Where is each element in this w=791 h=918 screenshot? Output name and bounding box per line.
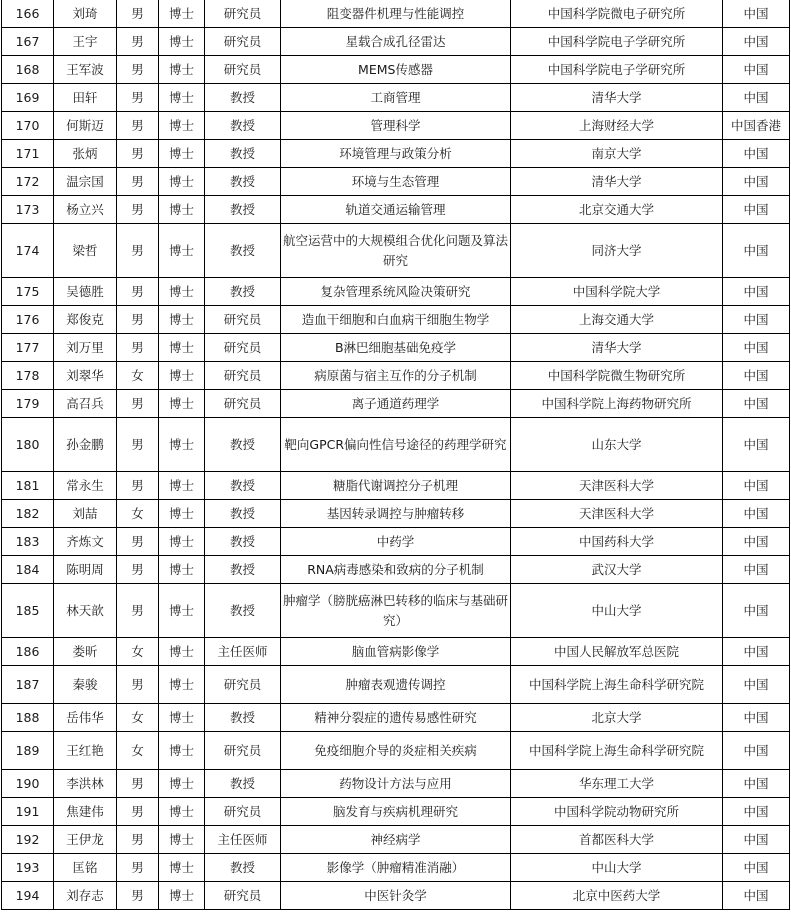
- row-number-cell: 168: [2, 56, 54, 84]
- roster-table: [1, 0, 790, 910]
- gender-cell: 男: [117, 306, 159, 334]
- person-name-cell: 王军波: [54, 56, 117, 84]
- person-name-cell: 王红艳: [54, 732, 117, 770]
- region-cell: 中国: [723, 334, 790, 362]
- region-cell: 中国: [723, 196, 790, 224]
- row-number-cell: 175: [2, 278, 54, 306]
- degree-cell: 博士: [159, 84, 205, 112]
- person-name-cell: 田轩: [54, 84, 117, 112]
- table-row: [2, 556, 790, 584]
- job-title-cell: 教授: [205, 140, 281, 168]
- person-name-cell: 娄昕: [54, 638, 117, 666]
- research-field-cell: 免疫细胞介导的炎症相关疾病: [281, 732, 511, 770]
- table-row: [2, 854, 790, 882]
- degree-cell: 博士: [159, 306, 205, 334]
- degree-cell: 博士: [159, 0, 205, 28]
- person-name-cell: 孙金鹏: [54, 418, 117, 472]
- person-name-cell: 刘琦: [54, 0, 117, 28]
- degree-cell: 博士: [159, 140, 205, 168]
- table-row: [2, 196, 790, 224]
- person-name-cell: 吴德胜: [54, 278, 117, 306]
- region-cell: 中国: [723, 140, 790, 168]
- region-cell: 中国: [723, 362, 790, 390]
- gender-cell: 男: [117, 882, 159, 910]
- research-field-cell: RNA病毒感染和致病的分子机制: [281, 556, 511, 584]
- institution-cell: 中国科学院大学: [511, 278, 723, 306]
- degree-cell: 博士: [159, 770, 205, 798]
- person-name-cell: 何斯迈: [54, 112, 117, 140]
- degree-cell: 博士: [159, 732, 205, 770]
- region-cell: 中国: [723, 28, 790, 56]
- region-cell: 中国: [723, 704, 790, 732]
- row-number-cell: 191: [2, 798, 54, 826]
- gender-cell: 男: [117, 168, 159, 196]
- research-field-cell: 环境管理与政策分析: [281, 140, 511, 168]
- region-cell: 中国: [723, 0, 790, 28]
- institution-cell: 天津医科大学: [511, 472, 723, 500]
- research-field-cell: 肿瘤学（膀胱癌淋巴转移的临床与基础研究）: [281, 584, 511, 638]
- job-title-cell: 教授: [205, 472, 281, 500]
- research-field-cell: 肿瘤表观遗传调控: [281, 666, 511, 704]
- person-name-cell: 岳伟华: [54, 704, 117, 732]
- degree-cell: 博士: [159, 334, 205, 362]
- research-field-cell: 环境与生态管理: [281, 168, 511, 196]
- region-cell: 中国: [723, 770, 790, 798]
- job-title-cell: 教授: [205, 224, 281, 278]
- table-row: [2, 278, 790, 306]
- job-title-cell: 研究员: [205, 390, 281, 418]
- institution-cell: 上海财经大学: [511, 112, 723, 140]
- job-title-cell: 教授: [205, 854, 281, 882]
- institution-cell: 武汉大学: [511, 556, 723, 584]
- gender-cell: 男: [117, 528, 159, 556]
- research-field-cell: 影像学（肿瘤精准消融）: [281, 854, 511, 882]
- job-title-cell: 研究员: [205, 798, 281, 826]
- gender-cell: 男: [117, 854, 159, 882]
- row-number-cell: 169: [2, 84, 54, 112]
- job-title-cell: 教授: [205, 84, 281, 112]
- table-row: [2, 56, 790, 84]
- research-field-cell: MEMS传感器: [281, 56, 511, 84]
- gender-cell: 男: [117, 826, 159, 854]
- institution-cell: 清华大学: [511, 334, 723, 362]
- person-name-cell: 焦建伟: [54, 798, 117, 826]
- institution-cell: 中国科学院上海药物研究所: [511, 390, 723, 418]
- region-cell: 中国: [723, 584, 790, 638]
- row-number-cell: 186: [2, 638, 54, 666]
- gender-cell: 女: [117, 638, 159, 666]
- table-row: [2, 732, 790, 770]
- row-number-cell: 194: [2, 882, 54, 910]
- table-row: [2, 472, 790, 500]
- research-field-cell: 脑发育与疾病机理研究: [281, 798, 511, 826]
- institution-cell: 上海交通大学: [511, 306, 723, 334]
- job-title-cell: 主任医师: [205, 826, 281, 854]
- row-number-cell: 193: [2, 854, 54, 882]
- institution-cell: 中国科学院微电子研究所: [511, 0, 723, 28]
- institution-cell: 中国科学院电子学研究所: [511, 28, 723, 56]
- row-number-cell: 178: [2, 362, 54, 390]
- table-row: [2, 584, 790, 638]
- region-cell: 中国: [723, 84, 790, 112]
- table-row: [2, 666, 790, 704]
- roster-body: [2, 0, 790, 910]
- job-title-cell: 研究员: [205, 732, 281, 770]
- institution-cell: 北京大学: [511, 704, 723, 732]
- table-row: [2, 28, 790, 56]
- institution-cell: 清华大学: [511, 168, 723, 196]
- table-row: [2, 500, 790, 528]
- row-number-cell: 192: [2, 826, 54, 854]
- row-number-cell: 167: [2, 28, 54, 56]
- institution-cell: 北京交通大学: [511, 196, 723, 224]
- gender-cell: 男: [117, 224, 159, 278]
- degree-cell: 博士: [159, 584, 205, 638]
- gender-cell: 男: [117, 556, 159, 584]
- degree-cell: 博士: [159, 528, 205, 556]
- person-name-cell: 匡铭: [54, 854, 117, 882]
- person-name-cell: 刘万里: [54, 334, 117, 362]
- degree-cell: 博士: [159, 168, 205, 196]
- roster-sheet: [1, 0, 789, 910]
- degree-cell: 博士: [159, 390, 205, 418]
- job-title-cell: 教授: [205, 196, 281, 224]
- person-name-cell: 常永生: [54, 472, 117, 500]
- job-title-cell: 研究员: [205, 28, 281, 56]
- institution-cell: 中山大学: [511, 854, 723, 882]
- person-name-cell: 张炳: [54, 140, 117, 168]
- research-field-cell: 脑血管病影像学: [281, 638, 511, 666]
- gender-cell: 男: [117, 770, 159, 798]
- degree-cell: 博士: [159, 704, 205, 732]
- gender-cell: 男: [117, 418, 159, 472]
- gender-cell: 女: [117, 362, 159, 390]
- person-name-cell: 高召兵: [54, 390, 117, 418]
- row-number-cell: 172: [2, 168, 54, 196]
- region-cell: 中国: [723, 528, 790, 556]
- row-number-cell: 173: [2, 196, 54, 224]
- job-title-cell: 研究员: [205, 882, 281, 910]
- gender-cell: 男: [117, 140, 159, 168]
- person-name-cell: 王宇: [54, 28, 117, 56]
- research-field-cell: 中药学: [281, 528, 511, 556]
- row-number-cell: 174: [2, 224, 54, 278]
- job-title-cell: 教授: [205, 704, 281, 732]
- gender-cell: 男: [117, 278, 159, 306]
- degree-cell: 博士: [159, 500, 205, 528]
- research-field-cell: 中医针灸学: [281, 882, 511, 910]
- table-row: [2, 882, 790, 910]
- institution-cell: 南京大学: [511, 140, 723, 168]
- region-cell: 中国: [723, 732, 790, 770]
- table-row: [2, 418, 790, 472]
- institution-cell: 中国科学院微生物研究所: [511, 362, 723, 390]
- row-number-cell: 171: [2, 140, 54, 168]
- gender-cell: 女: [117, 500, 159, 528]
- degree-cell: 博士: [159, 196, 205, 224]
- research-field-cell: B淋巴细胞基础免疫学: [281, 334, 511, 362]
- person-name-cell: 梁哲: [54, 224, 117, 278]
- degree-cell: 博士: [159, 798, 205, 826]
- row-number-cell: 189: [2, 732, 54, 770]
- research-field-cell: 精神分裂症的遗传易感性研究: [281, 704, 511, 732]
- region-cell: 中国: [723, 168, 790, 196]
- person-name-cell: 秦骏: [54, 666, 117, 704]
- institution-cell: 中国人民解放军总医院: [511, 638, 723, 666]
- person-name-cell: 王伊龙: [54, 826, 117, 854]
- region-cell: 中国: [723, 278, 790, 306]
- table-row: [2, 704, 790, 732]
- region-cell: 中国: [723, 390, 790, 418]
- institution-cell: 清华大学: [511, 84, 723, 112]
- research-field-cell: 造血干细胞和白血病干细胞生物学: [281, 306, 511, 334]
- gender-cell: 男: [117, 584, 159, 638]
- region-cell: 中国: [723, 306, 790, 334]
- table-row: [2, 0, 790, 28]
- table-row: [2, 390, 790, 418]
- institution-cell: 华东理工大学: [511, 770, 723, 798]
- job-title-cell: 教授: [205, 278, 281, 306]
- region-cell: 中国: [723, 472, 790, 500]
- job-title-cell: 教授: [205, 418, 281, 472]
- row-number-cell: 179: [2, 390, 54, 418]
- research-field-cell: 离子通道药理学: [281, 390, 511, 418]
- row-number-cell: 176: [2, 306, 54, 334]
- degree-cell: 博士: [159, 224, 205, 278]
- region-cell: 中国: [723, 556, 790, 584]
- row-number-cell: 187: [2, 666, 54, 704]
- institution-cell: 中国科学院电子学研究所: [511, 56, 723, 84]
- institution-cell: 中国科学院上海生命科学研究院: [511, 666, 723, 704]
- research-field-cell: 复杂管理系统风险决策研究: [281, 278, 511, 306]
- row-number-cell: 188: [2, 704, 54, 732]
- gender-cell: 男: [117, 28, 159, 56]
- research-field-cell: 神经病学: [281, 826, 511, 854]
- degree-cell: 博士: [159, 472, 205, 500]
- table-row: [2, 334, 790, 362]
- job-title-cell: 研究员: [205, 56, 281, 84]
- person-name-cell: 杨立兴: [54, 196, 117, 224]
- table-row: [2, 140, 790, 168]
- row-number-cell: 170: [2, 112, 54, 140]
- row-number-cell: 185: [2, 584, 54, 638]
- region-cell: 中国: [723, 418, 790, 472]
- region-cell: 中国: [723, 56, 790, 84]
- row-number-cell: 184: [2, 556, 54, 584]
- research-field-cell: 病原菌与宿主互作的分子机制: [281, 362, 511, 390]
- region-cell: 中国: [723, 666, 790, 704]
- institution-cell: 天津医科大学: [511, 500, 723, 528]
- research-field-cell: 糖脂代谢调控分子机理: [281, 472, 511, 500]
- job-title-cell: 研究员: [205, 362, 281, 390]
- research-field-cell: 基因转录调控与肿瘤转移: [281, 500, 511, 528]
- region-cell: 中国: [723, 638, 790, 666]
- degree-cell: 博士: [159, 56, 205, 84]
- job-title-cell: 教授: [205, 770, 281, 798]
- person-name-cell: 齐炼文: [54, 528, 117, 556]
- job-title-cell: 研究员: [205, 334, 281, 362]
- region-cell: 中国: [723, 224, 790, 278]
- row-number-cell: 182: [2, 500, 54, 528]
- job-title-cell: 教授: [205, 584, 281, 638]
- gender-cell: 男: [117, 84, 159, 112]
- degree-cell: 博士: [159, 826, 205, 854]
- table-row: [2, 770, 790, 798]
- job-title-cell: 研究员: [205, 666, 281, 704]
- row-number-cell: 190: [2, 770, 54, 798]
- gender-cell: 男: [117, 472, 159, 500]
- gender-cell: 男: [117, 196, 159, 224]
- region-cell: 中国: [723, 882, 790, 910]
- job-title-cell: 教授: [205, 528, 281, 556]
- research-field-cell: 航空运营中的大规模组合优化问题及算法研究: [281, 224, 511, 278]
- person-name-cell: 刘翠华: [54, 362, 117, 390]
- row-number-cell: 177: [2, 334, 54, 362]
- gender-cell: 男: [117, 390, 159, 418]
- job-title-cell: 研究员: [205, 306, 281, 334]
- gender-cell: 男: [117, 334, 159, 362]
- institution-cell: 同济大学: [511, 224, 723, 278]
- gender-cell: 男: [117, 56, 159, 84]
- research-field-cell: 工商管理: [281, 84, 511, 112]
- table-row: [2, 306, 790, 334]
- degree-cell: 博士: [159, 638, 205, 666]
- job-title-cell: 教授: [205, 500, 281, 528]
- table-row: [2, 84, 790, 112]
- institution-cell: 首都医科大学: [511, 826, 723, 854]
- job-title-cell: 教授: [205, 112, 281, 140]
- research-field-cell: 轨道交通运输管理: [281, 196, 511, 224]
- job-title-cell: 教授: [205, 168, 281, 196]
- region-cell: 中国香港: [723, 112, 790, 140]
- table-row: [2, 638, 790, 666]
- degree-cell: 博士: [159, 418, 205, 472]
- table-row: [2, 528, 790, 556]
- gender-cell: 男: [117, 0, 159, 28]
- row-number-cell: 166: [2, 0, 54, 28]
- row-number-cell: 183: [2, 528, 54, 556]
- research-field-cell: 药物设计方法与应用: [281, 770, 511, 798]
- job-title-cell: 研究员: [205, 0, 281, 28]
- region-cell: 中国: [723, 826, 790, 854]
- region-cell: 中国: [723, 854, 790, 882]
- institution-cell: 中国科学院上海生命科学研究院: [511, 732, 723, 770]
- gender-cell: 女: [117, 704, 159, 732]
- region-cell: 中国: [723, 500, 790, 528]
- region-cell: 中国: [723, 798, 790, 826]
- institution-cell: 中国科学院动物研究所: [511, 798, 723, 826]
- institution-cell: 北京中医药大学: [511, 882, 723, 910]
- table-row: [2, 168, 790, 196]
- degree-cell: 博士: [159, 556, 205, 584]
- person-name-cell: 李洪林: [54, 770, 117, 798]
- degree-cell: 博士: [159, 278, 205, 306]
- table-row: [2, 224, 790, 278]
- job-title-cell: 教授: [205, 556, 281, 584]
- table-row: [2, 826, 790, 854]
- person-name-cell: 刘存志: [54, 882, 117, 910]
- research-field-cell: 靶向GPCR偏向性信号途径的药理学研究: [281, 418, 511, 472]
- person-name-cell: 刘喆: [54, 500, 117, 528]
- degree-cell: 博士: [159, 362, 205, 390]
- degree-cell: 博士: [159, 854, 205, 882]
- person-name-cell: 陈明周: [54, 556, 117, 584]
- research-field-cell: 星载合成孔径雷达: [281, 28, 511, 56]
- degree-cell: 博士: [159, 28, 205, 56]
- institution-cell: 中山大学: [511, 584, 723, 638]
- gender-cell: 男: [117, 112, 159, 140]
- gender-cell: 男: [117, 798, 159, 826]
- row-number-cell: 180: [2, 418, 54, 472]
- institution-cell: 山东大学: [511, 418, 723, 472]
- research-field-cell: 阻变器件机理与性能调控: [281, 0, 511, 28]
- person-name-cell: 温宗国: [54, 168, 117, 196]
- gender-cell: 男: [117, 666, 159, 704]
- person-name-cell: 郑俊克: [54, 306, 117, 334]
- person-name-cell: 林天歆: [54, 584, 117, 638]
- job-title-cell: 主任医师: [205, 638, 281, 666]
- institution-cell: 中国药科大学: [511, 528, 723, 556]
- degree-cell: 博士: [159, 666, 205, 704]
- row-number-cell: 181: [2, 472, 54, 500]
- gender-cell: 女: [117, 732, 159, 770]
- table-row: [2, 362, 790, 390]
- degree-cell: 博士: [159, 112, 205, 140]
- table-row: [2, 798, 790, 826]
- degree-cell: 博士: [159, 882, 205, 910]
- research-field-cell: 管理科学: [281, 112, 511, 140]
- table-row: [2, 112, 790, 140]
